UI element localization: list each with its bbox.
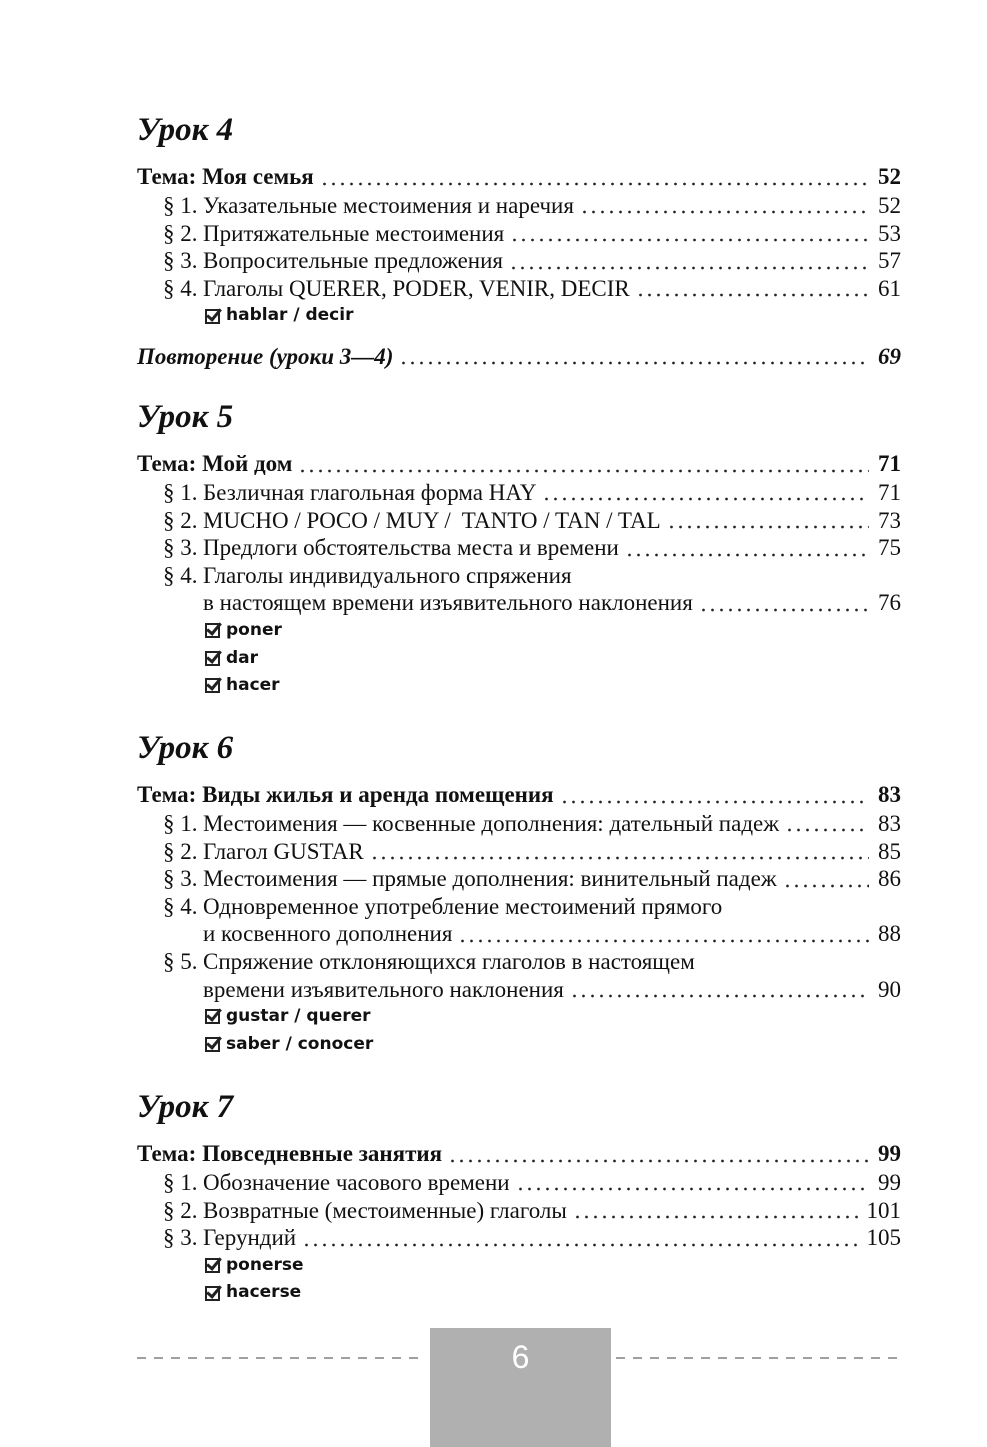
section-number: § 2. [163,838,198,864]
page-number: 83 [878,810,901,836]
section-number: § 3. [163,248,198,274]
lesson-5 [137,397,901,700]
section-title: Притяжательные местоимения [203,220,505,246]
review-label: Повторение (уроки 3—4) [137,343,394,369]
section-title-continuation: в настоящем времени изъявительного наклонения [203,590,693,616]
checked-box-icon [205,651,220,666]
section-entry [137,247,901,275]
dot-leader [516,1169,869,1197]
section-entry [137,1169,901,1197]
dot-leader [370,838,869,866]
dot-leader [448,1140,869,1168]
section-title-continuation: и косвенного дополнения [203,921,453,947]
topic-label: Тема: Мой дом [137,451,293,476]
dot-leader [399,343,869,371]
checked-box-icon [205,623,220,638]
section-title: Вопросительные предложения [203,248,503,274]
page-number: 53 [878,220,901,246]
section-title: Глагол GUSTAR [203,838,364,864]
section-title-continuation: времени изъявительного наклонения [203,976,564,1002]
section-number: § 4. [163,893,198,919]
section-entry-continuation [137,976,901,1004]
page-number: 99 [878,1141,901,1166]
verb-label: dar [226,647,259,668]
dot-leader [510,220,869,248]
section-number: § 4. [163,562,198,588]
dot-leader [320,163,869,191]
checked-box-icon [205,1258,220,1273]
checked-box-icon [205,1009,220,1024]
dot-leader [573,1197,859,1225]
verb-label: hacer [226,675,280,696]
section-title: Безличная глагольная форма HAY [203,479,537,505]
verb-label: saber / conocer [226,1033,374,1054]
section-entry [137,220,901,248]
verb-label: hablar / decir [226,305,354,326]
verb-label: ponerse [226,1254,304,1275]
dot-leader [636,275,869,303]
topic-label: Тема: Виды жилья и аренда помещения [137,782,554,807]
section-number: § 1. [163,810,198,836]
verb-entry [137,672,901,700]
section-number: § 3. [163,535,198,561]
section-entry [137,192,901,220]
section-entry [137,275,901,303]
section-number: § 2. [163,507,198,533]
verb-entry [137,302,901,330]
page-number: 86 [878,866,901,892]
footer-page-number: 6 [511,1339,530,1375]
section-title: Глаголы индивидуального спряжения [203,562,572,588]
section-entry [137,562,901,590]
dot-leader [570,976,869,1004]
topic-entry [137,781,901,809]
section-title: Предлоги обстоятельства места и времени [203,535,619,561]
section-entry [137,893,901,921]
lesson-6 [137,728,901,1058]
footer-dashed-rule-left [137,1357,425,1359]
verb-entry [137,1003,901,1031]
section-title: Местоимения — прямые дополнения: винительный падеж [203,866,777,892]
verb-label: poner [226,619,282,640]
section-number: § 2. [163,220,198,246]
section-entry [137,865,901,893]
section-entry [137,479,901,507]
section-entry [137,948,901,976]
section-title: MUCHO / POCO / MUY / TANTO / TAN / TAL [203,507,661,533]
section-entry-continuation [137,920,901,948]
section-title: Обозначение часового времени [203,1169,510,1195]
dot-leader [302,1224,858,1252]
checked-box-icon [205,1286,220,1301]
page-number: 101 [866,1197,901,1223]
dot-leader [783,865,869,893]
section-entry [137,1224,901,1252]
page-number: 99 [878,1169,901,1195]
topic-label: Тема: Моя семья [137,164,314,189]
topic-entry [137,1140,901,1168]
verb-entry [137,1031,901,1059]
section-number: § 3. [163,866,198,892]
lesson-heading: Урок 5 [137,399,234,435]
dot-leader [625,534,869,562]
section-title: Спряжение отклоняющихся глаголов в настоящем [203,948,695,974]
dot-leader [785,810,869,838]
verb-label: hacerse [226,1282,302,1303]
page-number: 75 [878,535,901,561]
dot-leader [298,450,869,478]
section-entry [137,507,901,535]
section-title: Герундий [203,1225,297,1251]
section-entry [137,1197,901,1225]
section-title: Указательные местоимения и наречия [203,192,574,218]
section-number: § 1. [163,192,198,218]
review-entry [137,343,901,371]
section-entry [137,534,901,562]
verb-entry [137,1252,901,1280]
checked-box-icon [205,309,220,324]
page-number: 105 [866,1225,901,1251]
page-number: 69 [878,343,901,369]
section-entry [137,838,901,866]
page-number: 61 [878,275,901,301]
page-number: 90 [878,976,901,1002]
dot-leader [542,479,869,507]
section-number: § 3. [163,1225,198,1251]
topic-entry [137,450,901,478]
lesson-heading: Урок 6 [137,730,234,766]
page-number: 88 [878,921,901,947]
dot-leader [580,192,869,220]
lesson-4 [137,110,901,371]
page-number: 57 [878,248,901,274]
page-number: 71 [878,451,901,476]
section-number: § 5. [163,948,198,974]
lesson-heading: Урок 7 [137,1089,234,1125]
topic-label: Тема: Повседневные занятия [137,1141,443,1166]
dot-leader [699,589,869,617]
section-title: Глаголы QUERER, PODER, VENIR, DECIR [203,275,630,301]
section-number: § 2. [163,1197,198,1223]
verb-label: gustar / querer [226,1006,371,1027]
dot-leader [560,781,869,809]
checked-box-icon [205,1037,220,1052]
checked-box-icon [205,678,220,693]
verb-entry [137,1279,901,1307]
section-title: Возвратные (местоименные) глаголы [203,1197,567,1223]
section-number: § 4. [163,275,198,301]
page-number: 71 [878,479,901,505]
dot-leader [509,247,869,275]
page-number: 52 [878,192,901,218]
section-entry [137,810,901,838]
lesson-7 [137,1087,901,1307]
lesson-heading: Урок 4 [137,112,234,148]
dot-leader [458,920,869,948]
section-title: Местоимения — косвенные дополнения: дательный падеж [203,810,780,836]
section-title: Одновременное употребление местоимений прямого [203,893,723,919]
section-number: § 1. [163,479,198,505]
topic-entry [137,163,901,191]
page-number: 85 [878,838,901,864]
verb-entry [137,617,901,645]
section-entry-continuation [137,589,901,617]
page-number: 52 [878,164,901,189]
page-number: 76 [878,590,901,616]
footer-dashed-rule-right [616,1357,905,1359]
section-number: § 1. [163,1169,198,1195]
dot-leader [667,507,869,535]
page-number: 83 [878,782,901,807]
page-number: 73 [878,507,901,533]
verb-entry [137,645,901,673]
